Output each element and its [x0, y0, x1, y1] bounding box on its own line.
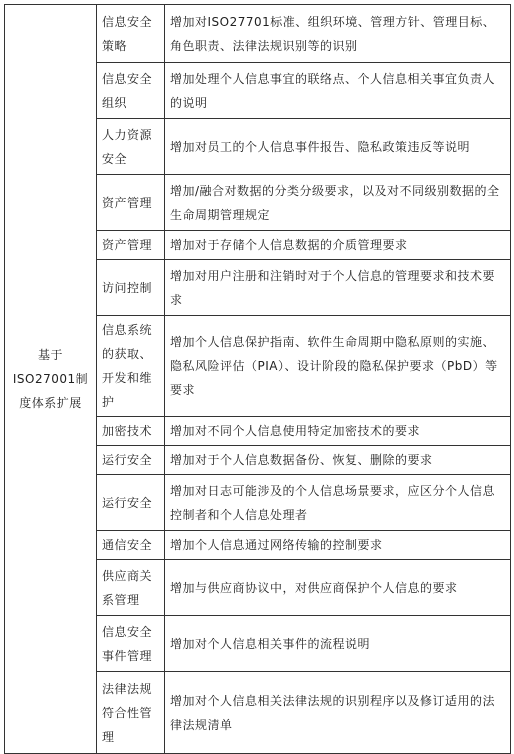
- description-cell: 增加/融合对数据的分类分级要求，以及对不同级别数据的全生命周期管理规定: [165, 175, 511, 231]
- category-cell: 资产管理: [97, 231, 165, 260]
- left-label: 基于ISO27001制度体系扩展: [12, 348, 89, 410]
- category-cell: 资产管理: [97, 175, 165, 231]
- iso-extension-table: [4, 4, 511, 754]
- category-cell: 信息安全事件管理: [97, 616, 165, 672]
- description-cell: 增加对个人信息相关事件的流程说明: [165, 616, 511, 672]
- category-cell: 信息安全策略: [97, 5, 165, 63]
- left-label-cell: [5, 5, 97, 754]
- category-cell: 运行安全: [97, 446, 165, 475]
- category-cell: 信息系统的获取、开发和维护: [97, 316, 165, 417]
- description-cell: 增加处理个人信息事宜的联络点、个人信息相关事宜负责人的说明: [165, 63, 511, 119]
- category-cell: 通信安全: [97, 531, 165, 560]
- description-cell: 增加与供应商协议中，对供应商保护个人信息的要求: [165, 560, 511, 616]
- description-cell: 增加个人信息通过网络传输的控制要求: [165, 531, 511, 560]
- category-cell: 加密技术: [97, 417, 165, 446]
- category-cell: 访问控制: [97, 260, 165, 316]
- description-cell: 增加对于存储个人信息数据的介质管理要求: [165, 231, 511, 260]
- description-cell: 增加个人信息保护指南、软件生命周期中隐私原则的实施、隐私风险评估（PIA）、设计阶段的隐私保护要求（PbD）等要求: [165, 316, 511, 417]
- category-cell: 人力资源安全: [97, 119, 165, 175]
- description-cell: 增加对日志可能涉及的个人信息场景要求，应区分个人信息控制者和个人信息处理者: [165, 475, 511, 531]
- table-row: [5, 5, 511, 63]
- category-cell: 信息安全组织: [97, 63, 165, 119]
- description-cell: 增加对用户注册和注销时对于个人信息的管理要求和技术要求: [165, 260, 511, 316]
- category-cell: 法律法规符合性管理: [97, 672, 165, 754]
- category-cell: 供应商关系管理: [97, 560, 165, 616]
- category-cell: 运行安全: [97, 475, 165, 531]
- description-cell: 增加对ISO27701标准、组织环境、管理方针、管理目标、角色职责、法律法规识别等的识别: [165, 5, 511, 63]
- description-cell: 增加对不同个人信息使用特定加密技术的要求: [165, 417, 511, 446]
- description-cell: 增加对于个人信息数据备份、恢复、删除的要求: [165, 446, 511, 475]
- description-cell: 增加对员工的个人信息事件报告、隐私政策违反等说明: [165, 119, 511, 175]
- description-cell: 增加对个人信息相关法律法规的识别程序以及修订适用的法律法规清单: [165, 672, 511, 754]
